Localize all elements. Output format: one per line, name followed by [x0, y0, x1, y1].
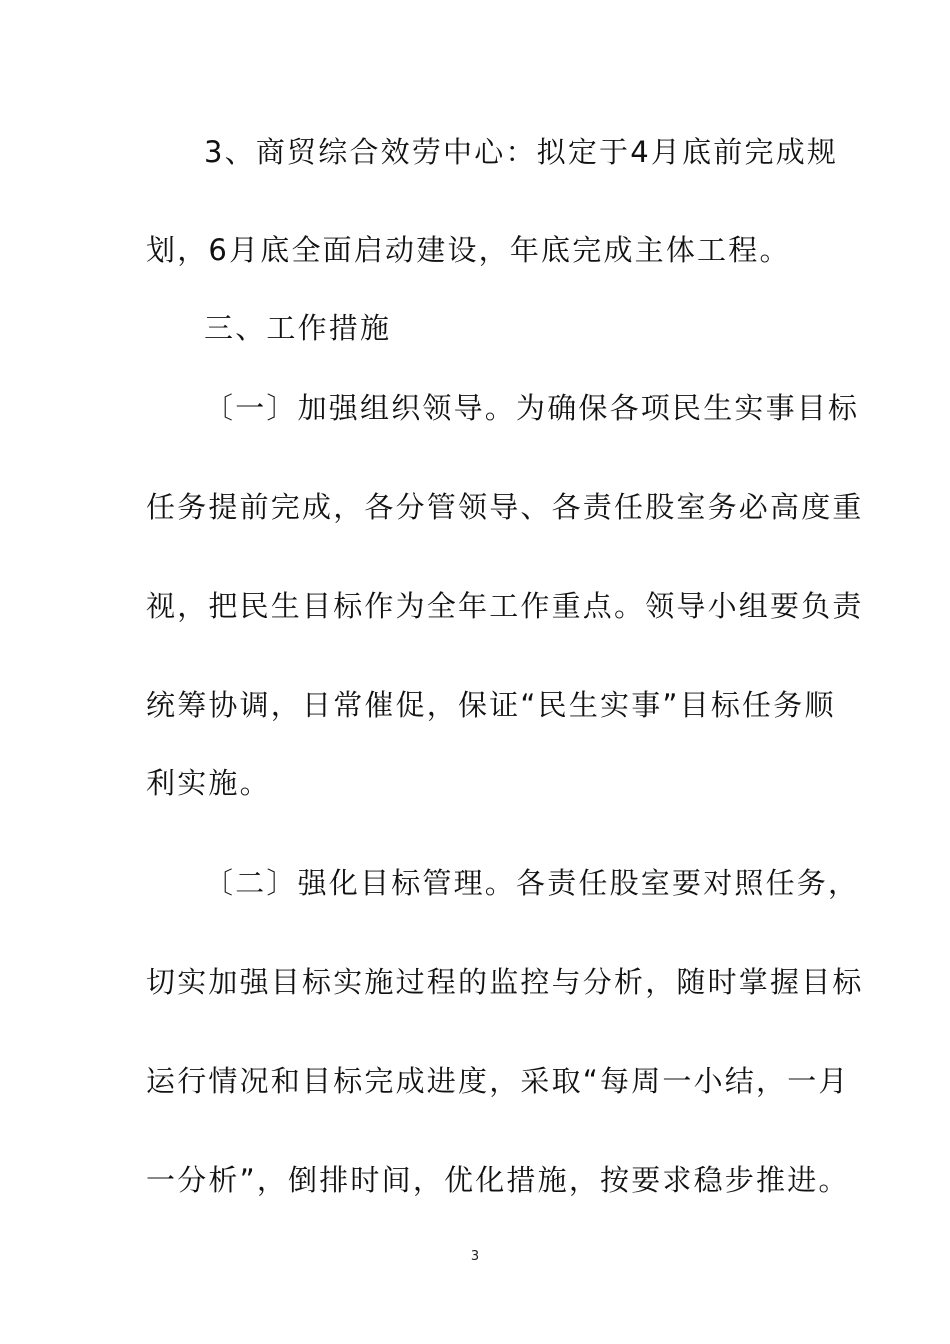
section-heading: 三、工作措施 — [204, 311, 392, 345]
paragraph-line: 统筹协调，日常催促，保证“民生实事”目标任务顺 — [146, 688, 836, 722]
paragraph-line: 利实施。 — [146, 766, 271, 800]
paragraph-line: 任务提前完成，各分管领导、各责任股室务必高度重 — [146, 490, 864, 524]
paragraph-line: 视，把民生目标作为全年工作重点。领导小组要负责 — [146, 589, 864, 623]
paragraph-line: 3、商贸综合效劳中心：拟定于4月底前完成规 — [204, 135, 839, 169]
paragraph-line: 〔一〕加强组织领导。为确保各项民生实事目标 — [204, 391, 860, 425]
paragraph-line: 一分析”，倒排时间，优化措施，按要求稳步推进。 — [146, 1163, 850, 1197]
page-number: 3 — [470, 1249, 480, 1264]
paragraph-line: 〔二〕强化目标管理。各责任股室要对照任务， — [204, 866, 860, 900]
paragraph-line: 切实加强目标实施过程的监控与分析，随时掌握目标 — [146, 965, 864, 999]
paragraph-line: 运行情况和目标完成进度，采取“每周一小结，一月 — [146, 1064, 850, 1098]
paragraph-line: 划，6月底全面启动建设，年底完成主体工程。 — [146, 233, 791, 267]
